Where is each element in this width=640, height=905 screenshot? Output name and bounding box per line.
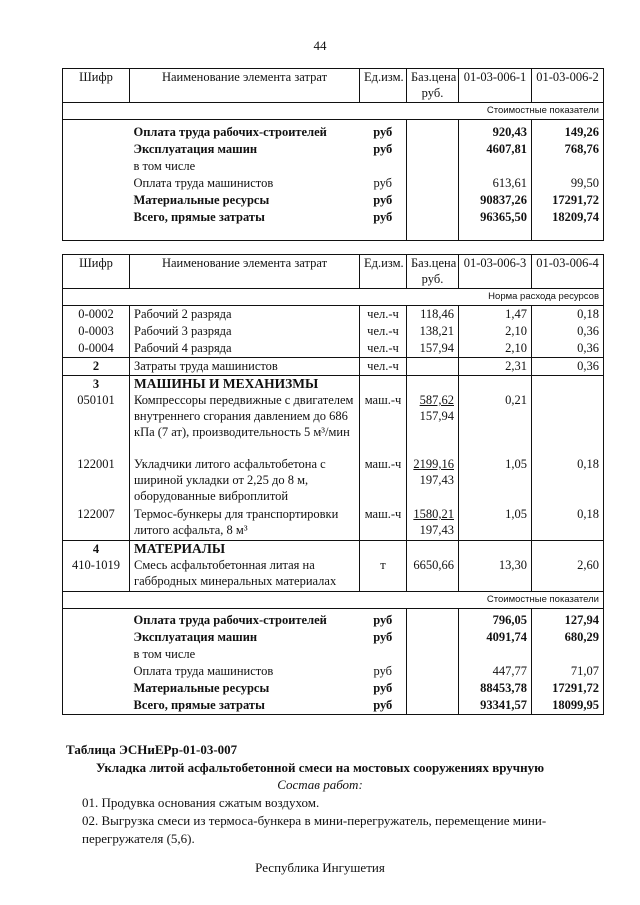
value-col2: 0,36: [532, 323, 604, 340]
table-row: [63, 506, 604, 541]
table-row: [63, 541, 604, 558]
resource-code: 050101: [63, 392, 130, 456]
table-row: [63, 340, 604, 358]
header-col1: 01-03-006-1: [459, 69, 532, 103]
table-row: [63, 557, 604, 592]
base-price-cell: [407, 124, 459, 141]
value-col2: 0,36: [532, 340, 604, 358]
value-col1: 1,47: [459, 306, 532, 324]
resource-price: 6650,66: [407, 557, 459, 592]
resource-price: 118,46: [407, 306, 459, 324]
empty-cell: [407, 376, 459, 393]
resource-price: 138,21: [407, 323, 459, 340]
resource-name: Затраты труда машинистов: [130, 358, 360, 376]
table-row: [63, 697, 604, 715]
value-col2: 149,26: [532, 124, 604, 141]
cost-unit: руб: [373, 125, 393, 139]
resource-code: 0-0003: [63, 323, 130, 340]
footer: Республика Ингушетия: [255, 860, 385, 875]
base-price-cell: [407, 663, 459, 680]
table-row: [63, 158, 604, 175]
cost-table-2: [62, 254, 604, 715]
cost-unit: руб: [373, 630, 393, 644]
code-cell: [63, 209, 130, 226]
header-base-price: Баз.цена руб.: [407, 69, 459, 103]
value-col2: 71,07: [532, 663, 604, 680]
value-col2: [532, 158, 604, 175]
section-name: МАШИНЫ И МЕХАНИЗМЫ: [130, 376, 360, 393]
resource-name: Рабочий 4 разряда: [130, 340, 360, 358]
resource-code: 122001: [63, 456, 130, 506]
cost-unit: руб: [373, 193, 393, 207]
value-col1: 920,43: [459, 124, 532, 141]
resource-name: Рабочий 2 разряда: [130, 306, 360, 324]
machine-price-wage: 197,43: [419, 523, 454, 537]
resource-unit: маш.-ч: [360, 506, 407, 541]
base-price-cell: [407, 629, 459, 646]
base-price-cell: [407, 646, 459, 663]
cost-name: в том числе: [133, 647, 196, 661]
table-subtitle: Укладка литой асфальтобетонной смеси на мостовых сооружениях вручную: [95, 760, 545, 775]
table-row: [63, 358, 604, 376]
header-col1: 01-03-006-3: [459, 255, 532, 289]
base-price-cell: [407, 141, 459, 158]
value-col1: 613,61: [459, 175, 532, 192]
base-price-cell: [407, 697, 459, 715]
section-code: 3: [63, 376, 130, 393]
table-row: [63, 612, 604, 629]
table-bottom: [63, 226, 604, 241]
resource-price: [407, 358, 459, 376]
code-cell: [63, 612, 130, 629]
section-name: МАТЕРИАЛЫ: [130, 541, 360, 558]
resource-code: 410-1019: [63, 557, 130, 592]
cost-name: Материальные ресурсы: [133, 193, 270, 207]
table-row: [63, 663, 604, 680]
cost-name: Оплата труда рабочих-строителей: [133, 613, 327, 627]
resource-unit: чел.-ч: [360, 323, 407, 340]
section-label: Норма расхода ресурсов: [63, 289, 604, 306]
value-col1: 1,05: [459, 506, 532, 541]
resource-unit: чел.-ч: [360, 340, 407, 358]
cost-table-1: [62, 68, 604, 241]
base-price-cell: [407, 175, 459, 192]
value-col1: [459, 158, 532, 175]
machine-price-wage: 197,43: [419, 473, 454, 487]
table-row: [63, 456, 604, 506]
cost-name: Всего, прямые затраты: [133, 210, 265, 224]
table-row: [63, 306, 604, 324]
value-col1: 2,10: [459, 340, 532, 358]
machine-price-total: 587,62: [419, 393, 454, 407]
cost-name: Оплата труда рабочих-строителей: [133, 125, 327, 139]
value-col2: 18209,74: [532, 209, 604, 226]
resource-name: Компрессоры передвижные с двигателем внутреннего сгорания давлением до 686 кПа (7 ат), производительность 5 м³/мин: [130, 392, 360, 456]
code-cell: [63, 158, 130, 175]
spacer-cell: [532, 226, 604, 241]
base-price-cell: [407, 680, 459, 697]
value-col1: 1,05: [459, 456, 532, 506]
spacer-cell: [407, 226, 459, 241]
value-col1: 0,21: [459, 392, 532, 456]
machine-price-total: 2199,16: [413, 457, 454, 471]
table-row: [63, 392, 604, 456]
value-col1: 4091,74: [459, 629, 532, 646]
code-cell: [63, 175, 130, 192]
cost-name: Всего, прямые затраты: [130, 697, 360, 715]
code-cell: [63, 124, 130, 141]
resource-code: 0-0004: [63, 340, 130, 358]
table-row: [63, 323, 604, 340]
value-col2: [532, 646, 604, 663]
value-col1: 447,77: [459, 663, 532, 680]
table-row: [63, 192, 604, 209]
header-unit: Ед.изм.: [360, 69, 407, 103]
cost-unit: руб: [373, 210, 393, 224]
spacer-cell: [360, 226, 407, 241]
code-cell: [63, 680, 130, 697]
resource-code: 122007: [63, 506, 130, 541]
cost-unit: руб: [373, 142, 393, 156]
value-col1: 2,10: [459, 323, 532, 340]
header-base-price: Баз.цена руб.: [407, 255, 459, 289]
empty-cell: [459, 541, 532, 558]
table-row: [63, 646, 604, 663]
table-row: [63, 209, 604, 226]
base-price-cell: [407, 209, 459, 226]
cost-name: в том числе: [133, 159, 196, 173]
empty-cell: [360, 376, 407, 393]
cost-unit: руб: [373, 681, 393, 695]
code-cell: [63, 697, 130, 715]
cost-name: Эксплуатация машин: [133, 630, 258, 644]
value-col2: [532, 392, 604, 456]
table-row: [63, 680, 604, 697]
value-col2: 768,76: [532, 141, 604, 158]
operation-item: 01. Продувка основания сжатым воздухом.: [82, 795, 320, 810]
spacer-cell: [130, 226, 360, 241]
empty-cell: [459, 376, 532, 393]
value-col1: 4607,81: [459, 141, 532, 158]
resource-name: Рабочий 3 разряда: [130, 323, 360, 340]
code-cell: [63, 629, 130, 646]
base-price-cell: [407, 192, 459, 209]
cost-name: Оплата труда машинистов: [133, 664, 274, 678]
code-cell: [63, 192, 130, 209]
value-col2: 2,60: [532, 557, 604, 592]
resource-name: Укладчики литого асфальтобетона с шириной укладки от 2,25 до 8 м, оборудованные виброплитой: [130, 456, 360, 506]
value-col2: 18099,95: [532, 697, 604, 715]
table-row: [63, 124, 604, 141]
section-code: 4: [63, 541, 130, 558]
header-code: Шифр: [63, 255, 130, 289]
resource-name: Термос-бункеры для транспортировки литого асфальта, 8 м³: [130, 506, 360, 541]
cost-unit: [360, 646, 407, 663]
header-col2: 01-03-006-4: [532, 255, 604, 289]
cost-unit: [360, 158, 407, 175]
resource-code: 0-0002: [63, 306, 130, 324]
value-col2: 0,36: [532, 358, 604, 376]
spacer-cell: [63, 226, 130, 241]
value-col1: 2,31: [459, 358, 532, 376]
value-col2: 0,18: [532, 306, 604, 324]
value-col1: 93341,57: [459, 697, 532, 715]
value-col1: [459, 646, 532, 663]
resource-unit: маш.-ч: [360, 456, 407, 506]
header-name: Наименование элемента затрат: [130, 69, 360, 103]
resource-price: [407, 506, 459, 541]
table-caption: Таблица ЭСНиЕРр-01-03-007: [66, 742, 238, 757]
code-cell: [63, 646, 130, 663]
value-col1: 796,05: [459, 612, 532, 629]
empty-cell: [532, 376, 604, 393]
cost-name: Материальные ресурсы: [133, 681, 270, 695]
table-row: [63, 175, 604, 192]
resource-unit: т: [360, 557, 407, 592]
resource-code: 2: [63, 358, 130, 376]
section-label: Стоимостные показатели: [63, 103, 604, 120]
machine-price-total: 1580,21: [413, 507, 454, 521]
value-col2: 0,18: [532, 506, 604, 541]
page-number: 44: [313, 38, 327, 53]
base-price-cell: [407, 158, 459, 175]
header-name: Наименование элемента затрат: [130, 255, 360, 289]
cost-unit: руб: [373, 176, 393, 190]
table-row: [63, 376, 604, 393]
value-col1: 96365,50: [459, 209, 532, 226]
value-col2: 99,50: [532, 175, 604, 192]
resource-unit: чел.-ч: [360, 358, 407, 376]
value-col2: 127,94: [532, 612, 604, 629]
value-col2: 17291,72: [532, 192, 604, 209]
resource-price: [407, 456, 459, 506]
table-row: [63, 141, 604, 158]
header-col2: 01-03-006-2: [532, 69, 604, 103]
cost-unit: руб: [373, 613, 393, 627]
header-code: Шифр: [63, 69, 130, 103]
resource-price: 157,94: [407, 340, 459, 358]
cost-unit: руб: [373, 664, 393, 678]
resource-price: [407, 392, 459, 456]
value-col2: 680,29: [532, 629, 604, 646]
value-col1: 88453,78: [459, 680, 532, 697]
section-label: Стоимостные показатели: [63, 592, 604, 609]
section-row: [63, 592, 604, 609]
code-cell: [63, 141, 130, 158]
operation-item: 02. Выгрузка смеси из термоса-бункера в мини-перегружатель, перемещение мини-перегружателя (5,6).: [82, 813, 547, 846]
machine-price-wage: 157,94: [419, 409, 454, 423]
resource-unit: маш.-ч: [360, 392, 407, 456]
base-price-cell: [407, 612, 459, 629]
cost-unit: руб: [360, 697, 407, 715]
empty-cell: [532, 541, 604, 558]
resource-name: Смесь асфальтобетонная литая на габбродных минеральных материалах: [130, 557, 360, 592]
resource-unit: чел.-ч: [360, 306, 407, 324]
cost-name: Оплата труда машинистов: [133, 176, 274, 190]
spacer-cell: [459, 226, 532, 241]
header-unit: Ед.изм.: [360, 255, 407, 289]
table-row: [63, 629, 604, 646]
empty-cell: [360, 541, 407, 558]
empty-cell: [407, 541, 459, 558]
value-col1: 13,30: [459, 557, 532, 592]
cost-name: Эксплуатация машин: [133, 142, 258, 156]
value-col1: 90837,26: [459, 192, 532, 209]
code-cell: [63, 663, 130, 680]
value-col2: 17291,72: [532, 680, 604, 697]
value-col2: 0,18: [532, 456, 604, 506]
composition-label: Состав работ:: [277, 777, 363, 792]
